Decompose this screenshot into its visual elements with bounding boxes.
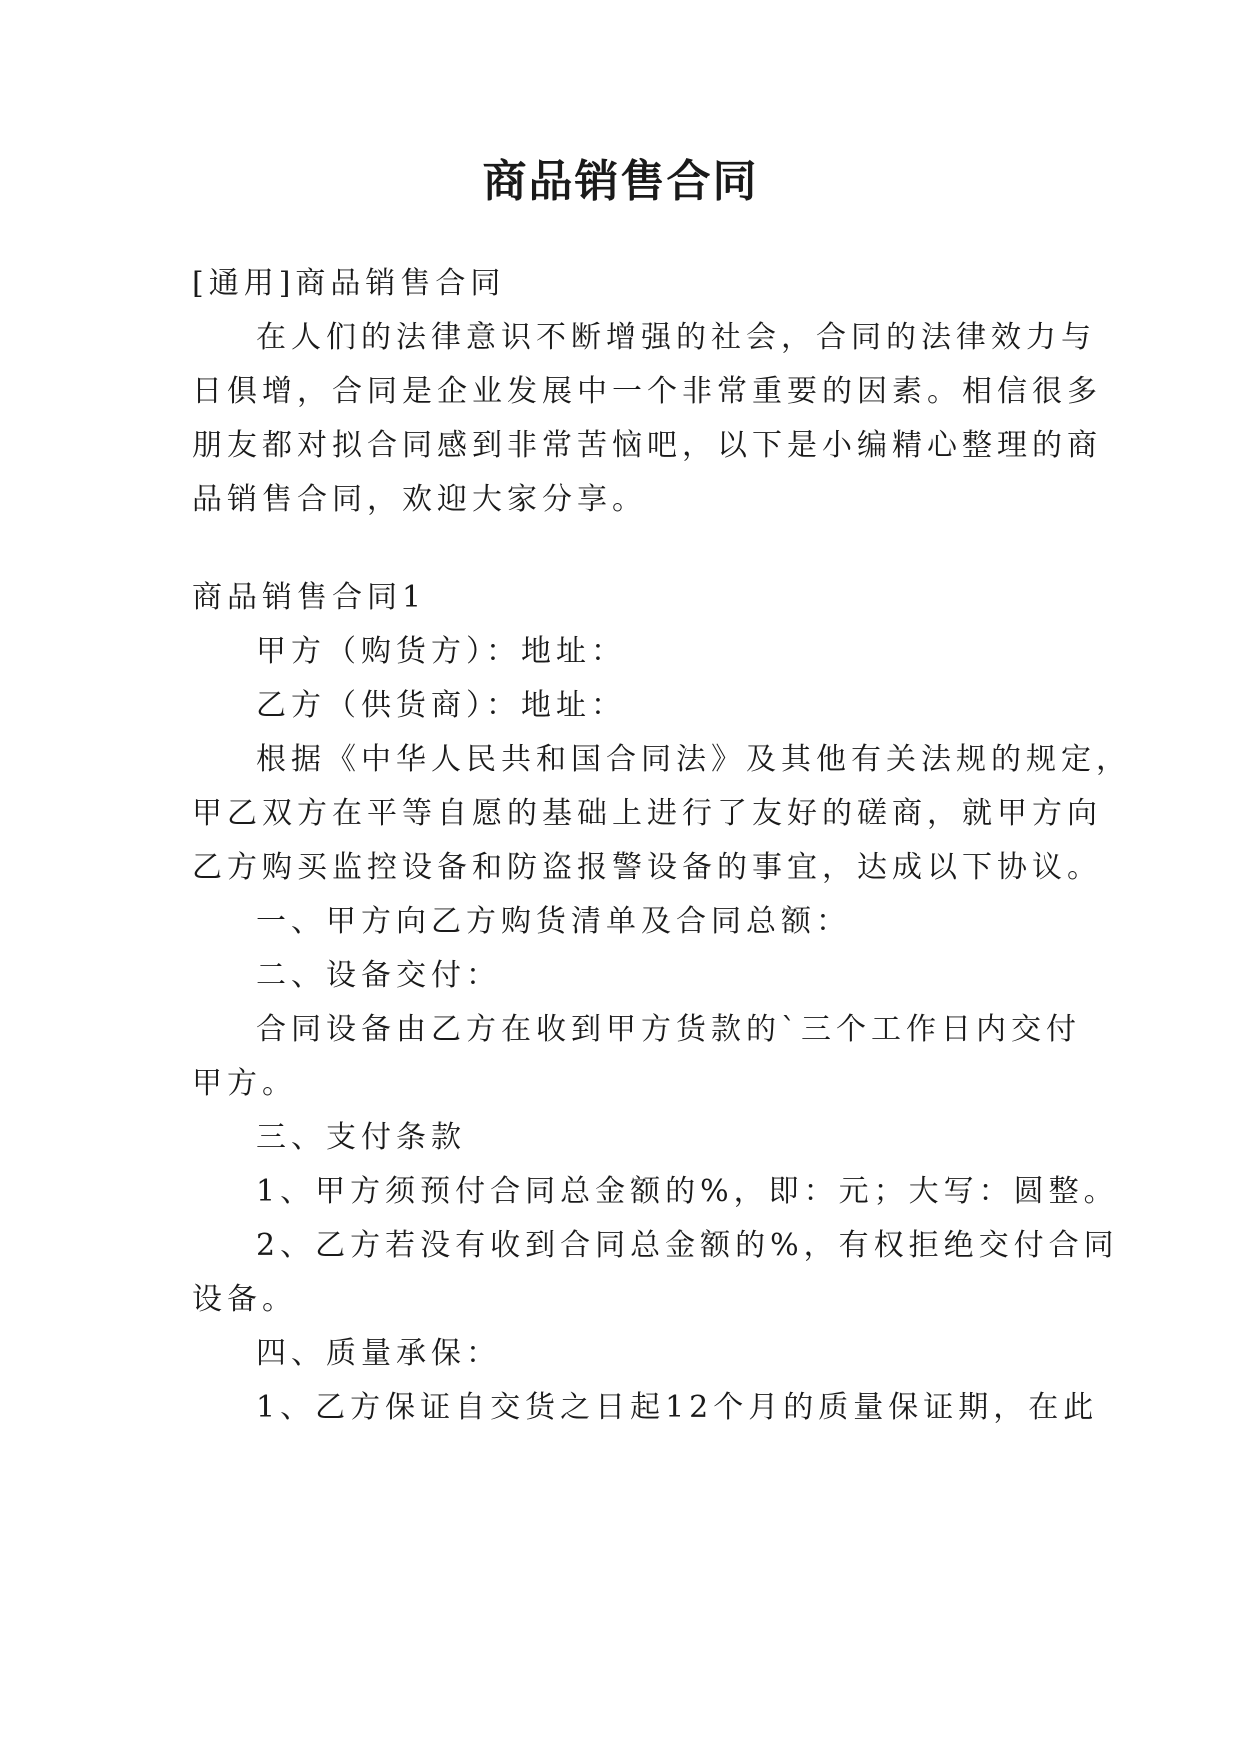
- basis-line: 乙方购买监控设备和防盗报警设备的事宜，达成以下协议。: [192, 850, 1102, 885]
- section-heading: 三、支付条款: [256, 1120, 466, 1155]
- document-subtitle: [通用]商品销售合同: [192, 266, 506, 301]
- section-heading: 二、设备交付：: [256, 958, 501, 993]
- section-heading: 四、质量承保：: [256, 1336, 501, 1371]
- payment-clause: 2、乙方若没有收到合同总金额的%，有权拒绝交付合同: [256, 1228, 1119, 1263]
- section-heading: 一、甲方向乙方购货清单及合同总额：: [256, 904, 851, 939]
- party-b-line: 乙方（供货商）：地址：: [256, 688, 626, 723]
- contract-heading: 商品销售合同1: [192, 580, 427, 615]
- delivery-line: 甲方。: [192, 1066, 297, 1101]
- payment-clause: 设备。: [192, 1282, 297, 1317]
- intro-line: 在人们的法律意识不断增强的社会，合同的法律效力与: [256, 320, 1096, 355]
- payment-clause: 1、甲方须预付合同总金额的%，即：元；大写：圆整。: [256, 1174, 1119, 1209]
- intro-line: 品销售合同，欢迎大家分享。: [192, 482, 647, 517]
- party-a-line: 甲方（购货方）：地址：: [256, 634, 626, 669]
- basis-line: 甲乙双方在平等自愿的基础上进行了友好的磋商，就甲方向: [192, 796, 1102, 831]
- intro-line: 日俱增，合同是企业发展中一个非常重要的因素。相信很多: [192, 374, 1102, 409]
- warranty-clause: 1、乙方保证自交货之日起12个月的质量保证期，在此: [256, 1390, 1099, 1425]
- delivery-line: 合同设备由乙方在收到甲方货款的`三个工作日内交付: [256, 1012, 1081, 1047]
- document-title: 商品销售合同: [482, 156, 759, 207]
- intro-line: 朋友都对拟合同感到非常苦恼吧，以下是小编精心整理的商: [192, 428, 1102, 463]
- basis-line: 根据《中华人民共和国合同法》及其他有关法规的规定，: [256, 742, 1131, 777]
